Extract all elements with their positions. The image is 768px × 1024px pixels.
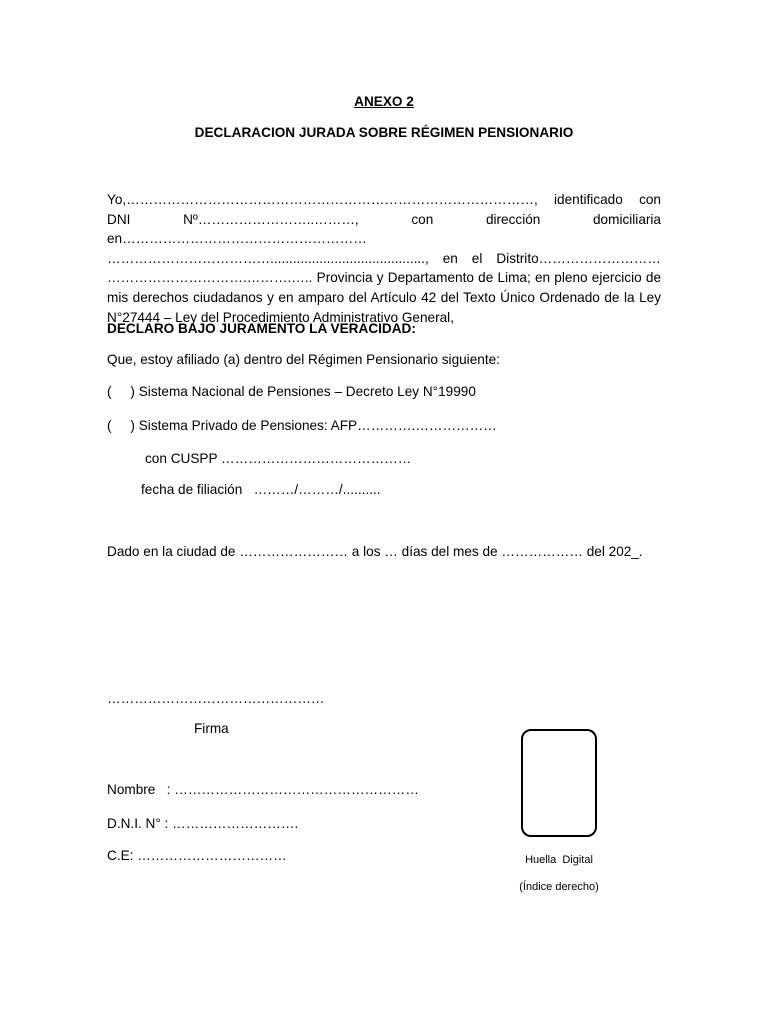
dni-field: D.N.I. N° : ………………………. — [107, 816, 299, 831]
dated-line: Dado en la ciudad de …………………… a los … días del mes de ……………… del 202_. — [107, 544, 643, 559]
cuspp-line: con CUSPP …………………………………… — [145, 451, 412, 466]
fingerprint-label: Huella Digital — [525, 854, 593, 866]
declaration-heading: DECLARO BAJO JURAMENTO LA VERACIDAD: — [107, 321, 416, 336]
affiliation-intro: Que, estoy afiliado (a) dentro del Régimen Pensionario siguiente: — [107, 352, 500, 367]
signature-label: Firma — [194, 721, 229, 736]
signature-line: ………………………………………… — [107, 691, 325, 706]
option-spp-label: Sistema Privado de Pensiones: AFP………….……………… — [138, 418, 497, 433]
option-snp-checkbox[interactable]: ( ) — [107, 384, 135, 399]
ce-field: C.E: …………………………… — [107, 848, 287, 863]
annex-title: ANEXO 2 — [354, 94, 414, 109]
option-spp-checkbox[interactable]: ( ) — [107, 418, 135, 433]
filiation-date-line: fecha de filiación ………/………/.......... — [141, 482, 381, 497]
intro-paragraph: Yo,………………………………………………………………………………, identificado con DNI Nº……………………..………, con dirección domiciliaria en……………………………………………… ………………………………........................................., en el Distrito……………………… ………………………….……….….. Provincia y Departamento de Lima; en pleno ejercicio de mis derechos ciudadanos y en amparo del Artículo 42 del Texto Único Ordenado de la Ley N°27444 – Ley del Procedimiento Administrativo General, — [107, 192, 661, 325]
option-snp — [107, 384, 476, 399]
name-field: Nombre : ……………………………………………… — [107, 782, 419, 797]
fingerprint-sublabel: (Índice derecho) — [519, 881, 599, 893]
fingerprint-box — [521, 729, 597, 837]
option-snp-label: Sistema Nacional de Pensiones – Decreto Ley N°19990 — [138, 384, 476, 399]
option-spp — [107, 418, 497, 433]
document-title: DECLARACION JURADA SOBRE RÉGIMEN PENSIONARIO — [194, 125, 574, 140]
